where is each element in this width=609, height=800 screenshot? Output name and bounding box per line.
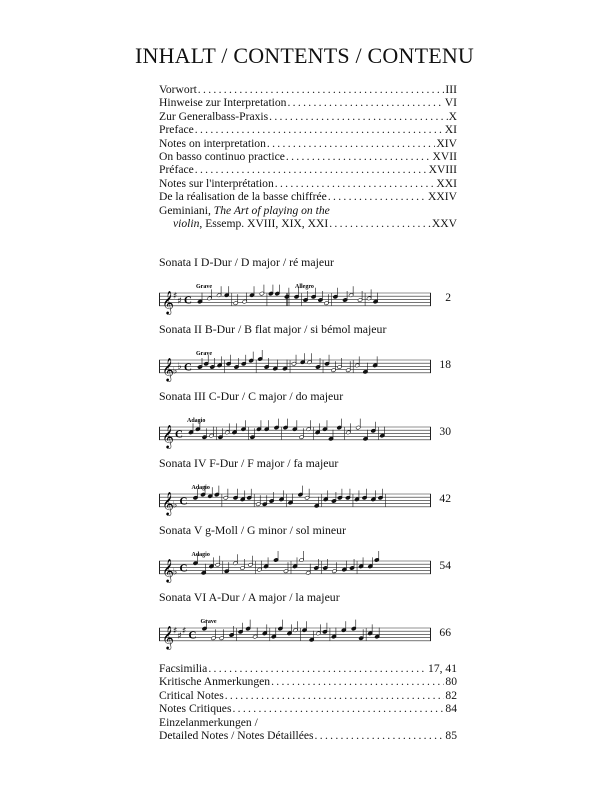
- toc-entry[interactable]: [159, 110, 457, 123]
- toc-entry-label: Notes sur l'interprétation: [159, 176, 274, 190]
- treble-clef-icon: 𝄞: [162, 490, 174, 515]
- treble-clef-icon: 𝄞: [162, 557, 174, 582]
- toc-entry-label: Notes on interpretation: [159, 136, 266, 150]
- sonata-page: 30: [439, 425, 451, 438]
- toc-entry[interactable]: [159, 662, 457, 675]
- music-incipit: [159, 547, 457, 583]
- time-signature: C: [184, 294, 192, 307]
- flat-sign: ♭: [173, 500, 178, 511]
- toc-entry-label: Zur Generalbass-Praxis: [159, 109, 269, 123]
- music-incipit: [159, 480, 457, 516]
- sonata-heading: Sonata I D-Dur / D major / ré majeur: [159, 255, 334, 269]
- leader-dots: [315, 729, 445, 742]
- toc-entry[interactable]: [159, 83, 457, 96]
- toc-entry[interactable]: [159, 689, 457, 702]
- toc-entry-page: XVII: [432, 150, 457, 164]
- toc-entry-label: Detailed Notes / Notes Détaillées: [159, 729, 314, 743]
- music-incipit: [159, 614, 457, 650]
- leader-dots: [275, 177, 436, 190]
- music-staff: [159, 614, 431, 650]
- sonata-heading: Sonata V g-Moll / G minor / sol mineur: [159, 523, 346, 537]
- leader-dots: [208, 662, 427, 675]
- sharp-sign: ♯: [177, 631, 182, 642]
- time-signature: C: [188, 629, 197, 642]
- sonata-page: 42: [439, 492, 451, 505]
- toc-entry-page: III: [445, 83, 457, 96]
- toc-entry[interactable]: [159, 137, 457, 150]
- toc-entry-label: Préface: [159, 163, 194, 177]
- toc-entry-page: X: [448, 109, 457, 123]
- sonata-entry[interactable]: [159, 255, 457, 315]
- tempo-marking: Grave: [196, 284, 212, 290]
- leader-dots: [232, 702, 444, 715]
- leader-dots: [286, 150, 432, 163]
- tempo-marking: Adagio: [187, 418, 206, 424]
- treble-clef-icon: 𝄞: [162, 356, 174, 381]
- time-signature: C: [175, 428, 183, 441]
- toc-entry-page: XXIV: [428, 190, 457, 204]
- sonata-heading: Sonata III C-Dur / C major / do majeur: [159, 389, 344, 403]
- leader-dots: [329, 217, 431, 230]
- toc-entry[interactable]: [159, 190, 457, 203]
- leader-dots: [269, 110, 447, 123]
- toc-entry[interactable]: [159, 96, 457, 109]
- music-incipit: [159, 346, 457, 382]
- page-title: INHALT / CONTENTS / CONTENU: [134, 43, 475, 68]
- music-staff: [159, 480, 431, 516]
- tempo-marking: Adagio: [191, 552, 210, 558]
- toc-entry-page: 80: [445, 675, 457, 689]
- toc-entry[interactable]: [159, 150, 457, 163]
- sonata-page: 18: [439, 358, 451, 371]
- toc-entry-page: 84: [445, 702, 457, 716]
- music-staff: [159, 547, 431, 583]
- toc-entry-page: XXI: [436, 176, 457, 190]
- front-matter-toc: [159, 83, 457, 230]
- toc-entry-label: Notes Critiques: [159, 702, 232, 716]
- time-signature: C: [179, 495, 188, 508]
- toc-entry-page: XVIII: [428, 163, 457, 177]
- leader-dots: [328, 190, 427, 203]
- tempo-marking: Adagio: [191, 485, 210, 491]
- time-signature: C: [179, 562, 188, 575]
- sharp-sign: ♯: [173, 291, 178, 302]
- toc-entry-page: 17, 41: [428, 662, 457, 675]
- toc-entry[interactable]: [159, 163, 457, 176]
- tempo-marking: Grave: [196, 351, 212, 357]
- tempo-marking: Grave: [200, 619, 217, 625]
- toc-entry-label: Vorwort: [159, 83, 197, 96]
- treble-clef-icon: 𝄞: [162, 423, 174, 448]
- toc-entry-label: Facsimilia: [159, 662, 208, 675]
- sharp-sign: ♯: [182, 626, 187, 637]
- sonata-page: 54: [439, 559, 451, 572]
- music-incipit: [159, 413, 457, 449]
- toc-entry[interactable]: [159, 729, 457, 742]
- sonata-page: 66: [439, 626, 451, 639]
- toc-entry-label: Kritische Anmerkungen: [159, 675, 271, 689]
- leader-dots: [198, 83, 445, 96]
- back-matter-toc: [159, 662, 457, 742]
- toc-entry[interactable]: [159, 123, 457, 136]
- sonata-entry[interactable]: [159, 590, 457, 650]
- sonata-heading: Sonata VI A-Dur / A major / la majeur: [159, 590, 340, 604]
- leader-dots: [225, 689, 445, 702]
- toc-entry[interactable]: [159, 177, 457, 190]
- toc-entry-label: On basso continuo practice: [159, 150, 285, 164]
- toc-entry-label: De la réalisation de la basse chiffrée: [159, 190, 327, 204]
- sonata-entry[interactable]: [159, 523, 457, 583]
- leader-dots: [267, 137, 435, 150]
- music-staff: [159, 413, 431, 449]
- toc-entry-page: XI: [444, 123, 457, 137]
- toc-entry-page: VI: [444, 96, 457, 110]
- toc-entry[interactable]: [159, 675, 457, 688]
- toc-entry-page: 85: [445, 729, 457, 743]
- tempo-marking: Allegro: [295, 284, 314, 290]
- music-staff: [159, 346, 431, 382]
- toc-entry[interactable]: [159, 702, 457, 715]
- toc-entry-label: Critical Notes: [159, 688, 224, 702]
- leader-dots: [195, 163, 428, 176]
- flat-sign: ♭: [173, 567, 178, 578]
- sonata-heading: Sonata IV F-Dur / F major / fa majeur: [159, 456, 339, 470]
- geminiani-entry-line2[interactable]: violin, Essemp. XVIII, XIX, XXI . . . XXV: [159, 217, 457, 230]
- treble-clef-icon: 𝄞: [162, 289, 174, 314]
- leader-dots: [271, 675, 444, 688]
- leader-dots: [287, 96, 443, 109]
- geminiani-entry-line1[interactable]: Geminiani, The Art of playing on the: [159, 203, 330, 217]
- toc-entry-page: XXV: [431, 217, 457, 231]
- toc-entry-page: 82: [445, 688, 457, 702]
- toc-entry-label: Hinweise zur Interpretation: [159, 96, 287, 110]
- geminiani-title: The Art of playing on the: [213, 203, 330, 217]
- sonata-page: 2: [445, 291, 451, 304]
- sonata-heading: Sonata II B-Dur / B flat major / si bémol majeur: [159, 322, 387, 336]
- toc-entry-label[interactable]: Einzelanmerkungen /: [159, 715, 258, 729]
- treble-clef-icon: 𝄞: [162, 624, 174, 649]
- sonata-entry[interactable]: [159, 456, 457, 516]
- time-signature: C: [184, 361, 192, 374]
- music-incipit: [159, 279, 457, 315]
- sharp-sign: ♯: [177, 296, 182, 307]
- toc-entry-label: Preface: [159, 123, 194, 137]
- music-staff: [159, 279, 431, 315]
- sonata-entry[interactable]: [159, 389, 457, 449]
- flat-sign: ♭: [177, 361, 182, 372]
- flat-sign: ♭: [173, 366, 178, 377]
- leader-dots: [195, 123, 444, 136]
- toc-entry-page: XIV: [436, 136, 457, 150]
- sonata-entry[interactable]: [159, 322, 457, 382]
- sharp-sign: ♯: [173, 626, 178, 637]
